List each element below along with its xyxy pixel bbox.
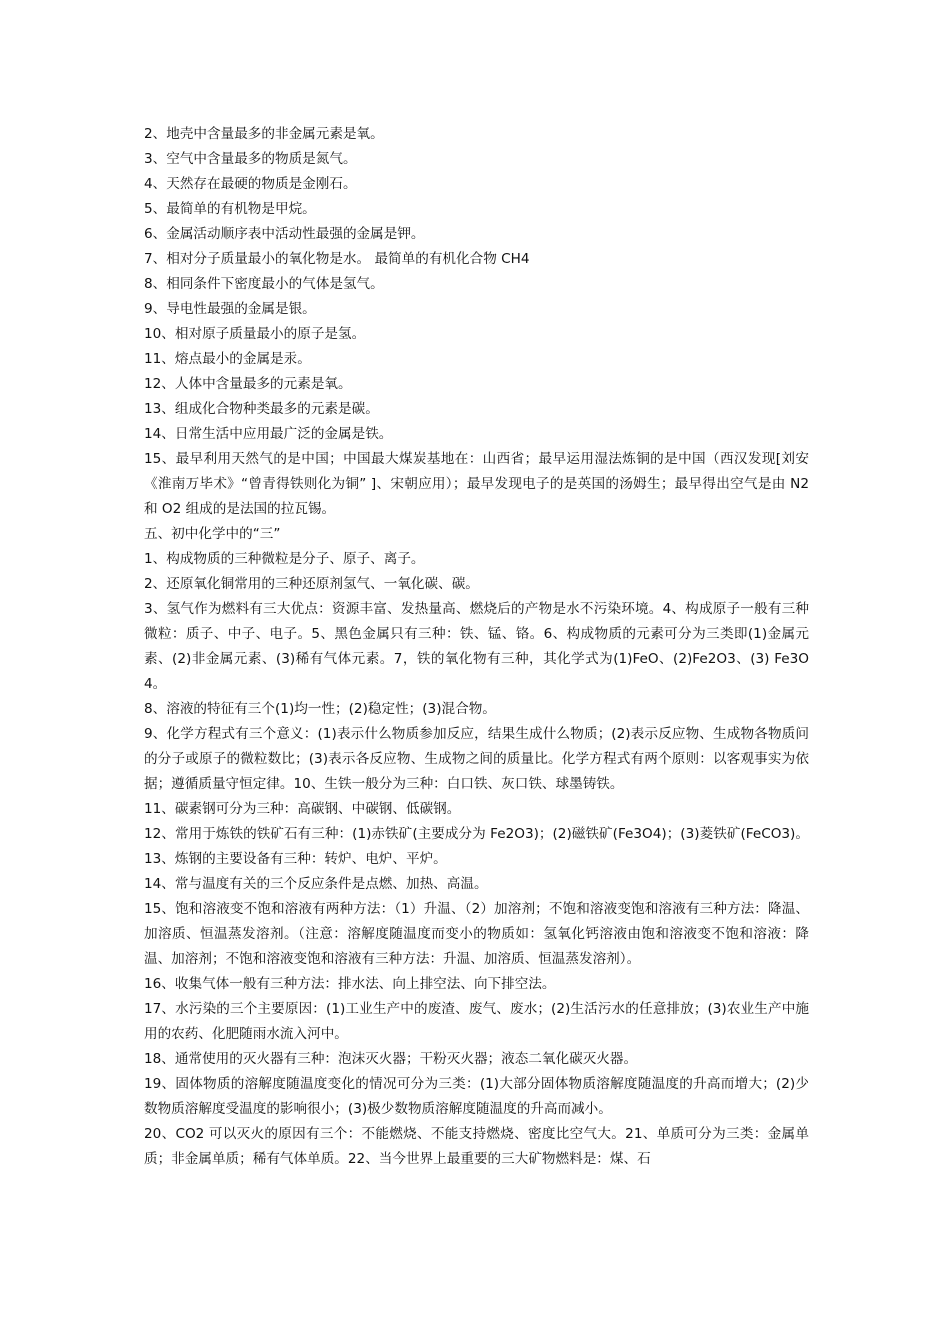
list-item: 4、天然存在最硬的物质是金刚石。 xyxy=(144,176,357,192)
list-item: 14、常与温度有关的三个反应条件是点燃、加热、高温。 xyxy=(144,876,488,892)
list-item: 8、相同条件下密度最小的气体是氢气。 xyxy=(144,276,384,292)
list-item: 12、常用于炼铁的铁矿石有三种：(1)赤铁矿(主要成分为 Fe2O3)；(2)磁铁矿(Fe3O4)；(3)菱铁矿(FeCO3)。13、炼钢的主要设备有三种：转炉、电炉、平炉。 xyxy=(144,826,809,867)
list-item: 19、固体物质的溶解度随温度变化的情况可分为三类：(1)大部分固体物质溶解度随温度的升高而增大；(2)少数物质溶解度受温度的影响很小；(3)极少数物质溶解度随温度的升高而减小。 xyxy=(144,1076,809,1117)
list-item: 16、收集气体一般有三种方法：排水法、向上排空法、向下排空法。 xyxy=(144,976,556,992)
list-item: 12、人体中含量最多的元素是氧。 xyxy=(144,376,352,392)
list-item: 14、日常生活中应用最广泛的金属是铁。 xyxy=(144,426,393,442)
list-item: 13、组成化合物种类最多的元素是碳。 xyxy=(144,401,379,417)
section-heading: 五、初中化学中的“三” xyxy=(144,526,281,542)
list-item: 10、相对原子质量最小的原子是氢。 xyxy=(144,326,366,342)
list-item: 3、空气中含量最多的物质是氮气。 xyxy=(144,151,357,167)
list-item: 5、最简单的有机物是甲烷。 xyxy=(144,201,316,217)
list-item: 9、化学方程式有三个意义：(1)表示什么物质参加反应，结果生成什么物质；(2)表示反应物、生成物各物质问的分子或原子的微粒数比；(3)表示各反应物、生成物之间的质量比。化学方程式有两个原则：以客观事实为依据；遵循质量守恒定律。10、生铁一般分为三种：白口铁、灰口铁、球墨铸铁。 xyxy=(144,726,809,792)
list-item: 11、熔点最小的金属是汞。 xyxy=(144,351,311,367)
list-item: 20、CO2 可以灭火的原因有三个：不能燃烧、不能支持燃烧、密度比空气大。21、单质可分为三类：金属单质；非金属单质；稀有气体单质。22、当今世界上最重要的三大矿物燃料是：煤、石 xyxy=(144,1126,809,1167)
document-body xyxy=(144,122,809,1172)
list-item: 2、地壳中含量最多的非金属元素是氧。 xyxy=(144,126,384,142)
list-item: 17、水污染的三个主要原因：(1)工业生产中的废渣、废气、废水；(2)生活污水的任意排放；(3)农业生产中施用的农药、化肥随雨水流入河中。 xyxy=(144,1001,809,1042)
list-item: 15、最早利用天然气的是中国；中国最大煤炭基地在：山西省；最早运用湿法炼铜的是中国（西汉发现[刘安《淮南万毕术》“曾青得铁则化为铜” ]、宋朝应用）；最早发现电子的是英国的汤姆生；最早得出空气是由 N2 和 O2 组成的是法国的拉瓦锡。 xyxy=(144,451,809,517)
list-item: 6、金属活动顺序表中活动性最强的金属是钾。 xyxy=(144,226,425,242)
list-item: 15、饱和溶液变不饱和溶液有两种方法：（1）升温、（2）加溶剂；不饱和溶液变饱和溶液有三种方法：降温、加溶质、恒温蒸发溶剂。（注意：溶解度随温度而变小的物质如：氢氧化钙溶液由饱和溶液变不饱和溶液：降温、加溶剂；不饱和溶液变饱和溶液有三种方法：升温、加溶质、恒温蒸发溶剂）。 xyxy=(144,901,809,967)
list-item: 1、构成物质的三种微粒是分子、原子、离子。 xyxy=(144,551,425,567)
list-item: 7、相对分子质量最小的氧化物是水。 最简单的有机化合物 CH4 xyxy=(144,251,530,267)
list-item: 8、溶液的特征有三个(1)均一性；(2)稳定性；(3)混合物。 xyxy=(144,701,496,717)
list-item: 9、导电性最强的金属是银。 xyxy=(144,301,316,317)
list-item: 3、氢气作为燃料有三大优点：资源丰富、发热量高、燃烧后的产物是水不污染环境。4、构成原子一般有三种微粒：质子、中子、电子。5、黑色金属只有三种：铁、锰、铬。6、构成物质的元素可分为三类即(1)金属元素、(2)非金属元素、(3)稀有气体元素。7，铁的氧化物有三种，其化学式为(1)FeO、(2)Fe2O3、(3) Fe3O4。 xyxy=(144,601,809,692)
list-item: 18、通常使用的灭火器有三种：泡沫灭火器；干粉灭火器；液态二氧化碳灭火器。 xyxy=(144,1051,638,1067)
list-item: 2、还原氧化铜常用的三种还原剂氢气、一氧化碳、碳。 xyxy=(144,576,479,592)
list-item: 11、碳素钢可分为三种：高碳钢、中碳钢、低碳钢。 xyxy=(144,801,461,817)
